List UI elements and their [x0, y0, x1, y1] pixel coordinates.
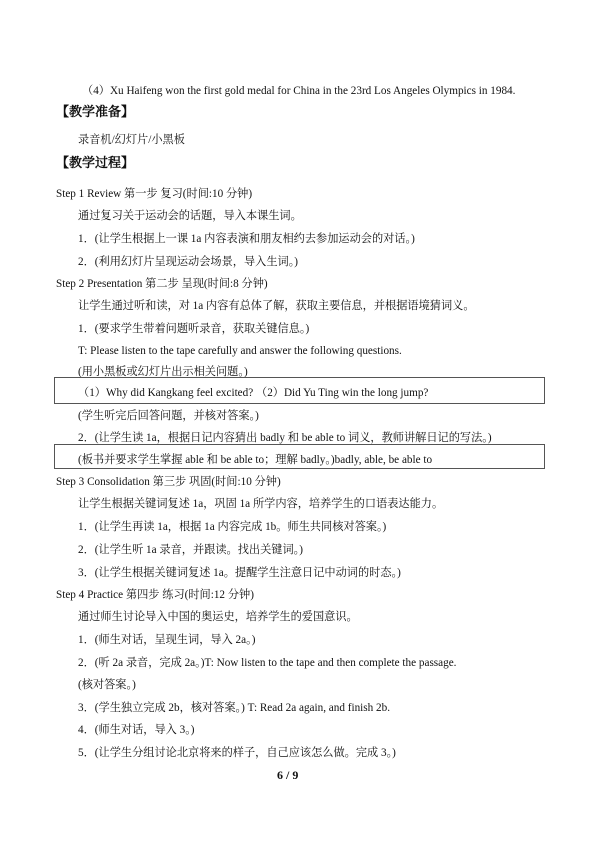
step1-title: Step 1 Review 第一步 复习(时间:10 分钟)	[56, 188, 253, 200]
step4-line-3: 2．(听 2a 录音，完成 2a。)T: Now listen to the tape and then complete the passage.	[78, 657, 457, 669]
step4-line-2: 1．(师生对话，呈现生词，导入 2a。)	[78, 634, 256, 646]
step2-line-2: 1．(要求学生带着问题听录音，获取关键信息。)	[78, 323, 310, 335]
step1-line-3: 2．(利用幻灯片呈现运动会场景，导入生词。)	[78, 256, 299, 268]
step1-line-2: 1．(让学生根据上一课 1a 内容表演和朋友相约去参加运动会的对话。)	[78, 233, 415, 245]
step4-title: Step 4 Practice 第四步 练习(时间:12 分钟)	[56, 589, 254, 601]
step3-line-4: 3．(让学生根据关键词复述 1a。提醒学生注意日记中动词的时态。)	[78, 567, 401, 579]
step2-line-7: 2．(让学生读 1a，根据日记内容猜出 badly 和 be able to 词义，教师讲解日记的写法。)	[78, 432, 492, 444]
step4-line-7: 5．(让学生分组讨论北京将来的样子，自己应该怎么做。完成 3。)	[78, 747, 396, 759]
step1-line-1: 通过复习关于运动会的话题，导入本课生词。	[78, 210, 302, 222]
step2-line-1: 让学生通过听和读，对 1a 内容有总体了解，获取主要信息，并根据语境猜词义。	[78, 300, 475, 312]
step4-line-5: 3．(学生独立完成 2b，核对答案。) T: Read 2a again, and finish 2b.	[78, 702, 391, 714]
step2-line-5: （1）Why did Kangkang feel excited? （2）Did Yu Ting win the long jump?	[78, 387, 429, 399]
step3-title: Step 3 Consolidation 第三步 巩固(时间:10 分钟)	[56, 476, 281, 488]
step2-line-6: (学生听完后回答问题，并核对答案。)	[78, 410, 259, 422]
process-heading: 【教学过程】	[56, 156, 135, 171]
prep-heading: 【教学准备】	[56, 105, 135, 120]
step3-line-3: 2．(让学生听 1a 录音，并跟读。找出关键词。)	[78, 544, 303, 556]
step3-line-2: 1．(让学生再读 1a，根据 1a 内容完成 1b。师生共同核对答案。)	[78, 521, 387, 533]
prep-items: 录音机/幻灯片/小黑板	[78, 134, 185, 146]
step4-line-4: (核对答案。)	[78, 679, 136, 691]
page-number: 6 / 9	[277, 768, 299, 782]
step4-line-1: 通过师生讨论导入中国的奥运史，培养学生的爱国意识。	[78, 611, 358, 623]
intro-line: （4）Xu Haifeng won the first gold medal for China in the 23rd Los Angeles Olympics in 1984.	[82, 85, 516, 97]
step2-title: Step 2 Presentation 第二步 呈现(时间:8 分钟)	[56, 278, 268, 290]
step2-line-3: T: Please listen to the tape carefully and answer the following questions.	[78, 345, 402, 357]
step4-line-6: 4．(师生对话，导入 3。)	[78, 724, 195, 736]
step2-line-4: (用小黑板或幻灯片出示相关问题。)	[78, 366, 248, 378]
step3-line-1: 让学生根据关键词复述 1a，巩固 1a 所学内容，培养学生的口语表达能力。	[78, 498, 444, 510]
step2-line-8: (板书并要求学生掌握 able 和 be able to；理解 badly。)badly, able, be able to	[78, 454, 433, 466]
